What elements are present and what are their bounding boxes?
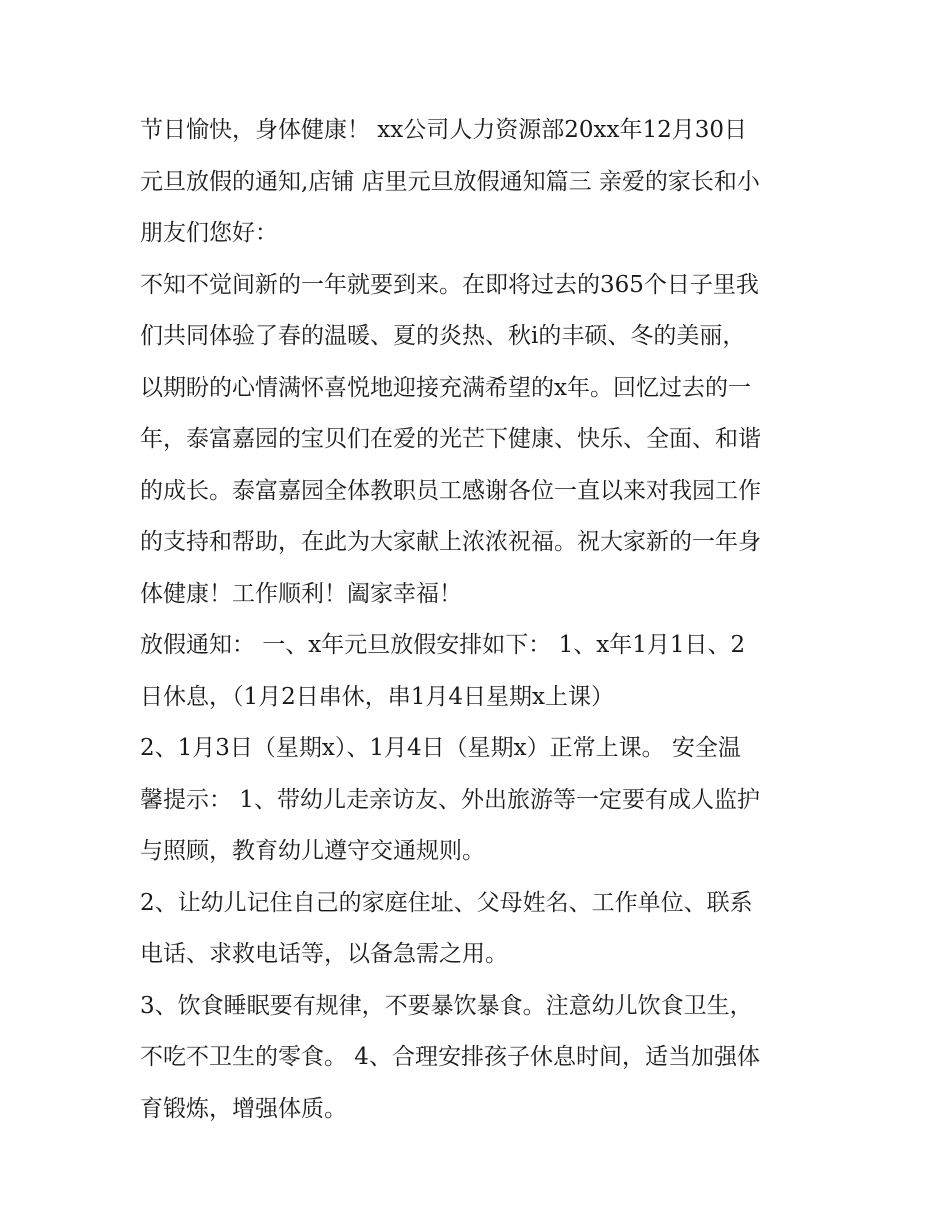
text-line: 馨提示： 1、带幼儿走亲访友、外出旅游等一定要有成人监护 <box>140 786 760 813</box>
text-line: 元旦放假的通知,店铺 店里元旦放假通知篇三 亲爱的家长和小 <box>140 168 760 195</box>
text-line: 3、饮食睡眠要有规律，不要暴饮暴食。注意幼儿饮食卫生， <box>140 992 753 1019</box>
document-body <box>140 105 820 1135</box>
text-line: 电话、求救电话等，以备急需之用。 <box>140 941 508 967</box>
text-line: 的支持和帮助，在此为大家献上浓浓祝福。祝大家新的一年身 <box>140 529 761 555</box>
text-line: 2、让幼儿记住自己的家庭住址、父母姓名、工作单位、联系 <box>140 889 753 916</box>
text-line: 育锻炼，增强体质。 <box>140 1095 347 1122</box>
text-line: 2、1月3日（星期x）、1月4日（星期x）正常上课。 安全温 <box>140 735 741 761</box>
text-line: 体健康！工作顺利！阖家幸福！ <box>140 580 462 607</box>
text-line: 与照顾，教育幼儿遵守交通规则。 <box>140 838 485 864</box>
text-line: 以期盼的心情满怀喜悦地迎接充满希望的x年。回忆过去的一 <box>140 374 751 401</box>
text-line: 节日愉快，身体健康！ xx公司人力资源部20xx年12月30日 <box>140 117 747 143</box>
text-line: 们共同体验了春的温暖、夏的炎热、秋i的丰硕、冬的美丽， <box>140 323 746 349</box>
text-line: 不知不觉间新的一年就要到来。在即将过去的365个日子里我 <box>140 271 759 298</box>
text-line: 放假通知： 一、x年元旦放假安排如下： 1、x年1月1日、2 <box>140 632 746 658</box>
text-line: 日休息，（1月2日串休，串1月4日星期x上课） <box>140 683 615 710</box>
text-line: 朋友们您好： <box>140 220 278 246</box>
text-line: 不吃不卫生的零食。 4、合理安排孩子休息时间，适当加强体 <box>140 1044 760 1070</box>
text-line: 的成长。泰富嘉园全体教职员工感谢各位一直以来对我园工作 <box>140 477 761 504</box>
text-line: 年，泰富嘉园的宝贝们在爱的光芒下健康、快乐、全面、和谐 <box>140 426 761 452</box>
